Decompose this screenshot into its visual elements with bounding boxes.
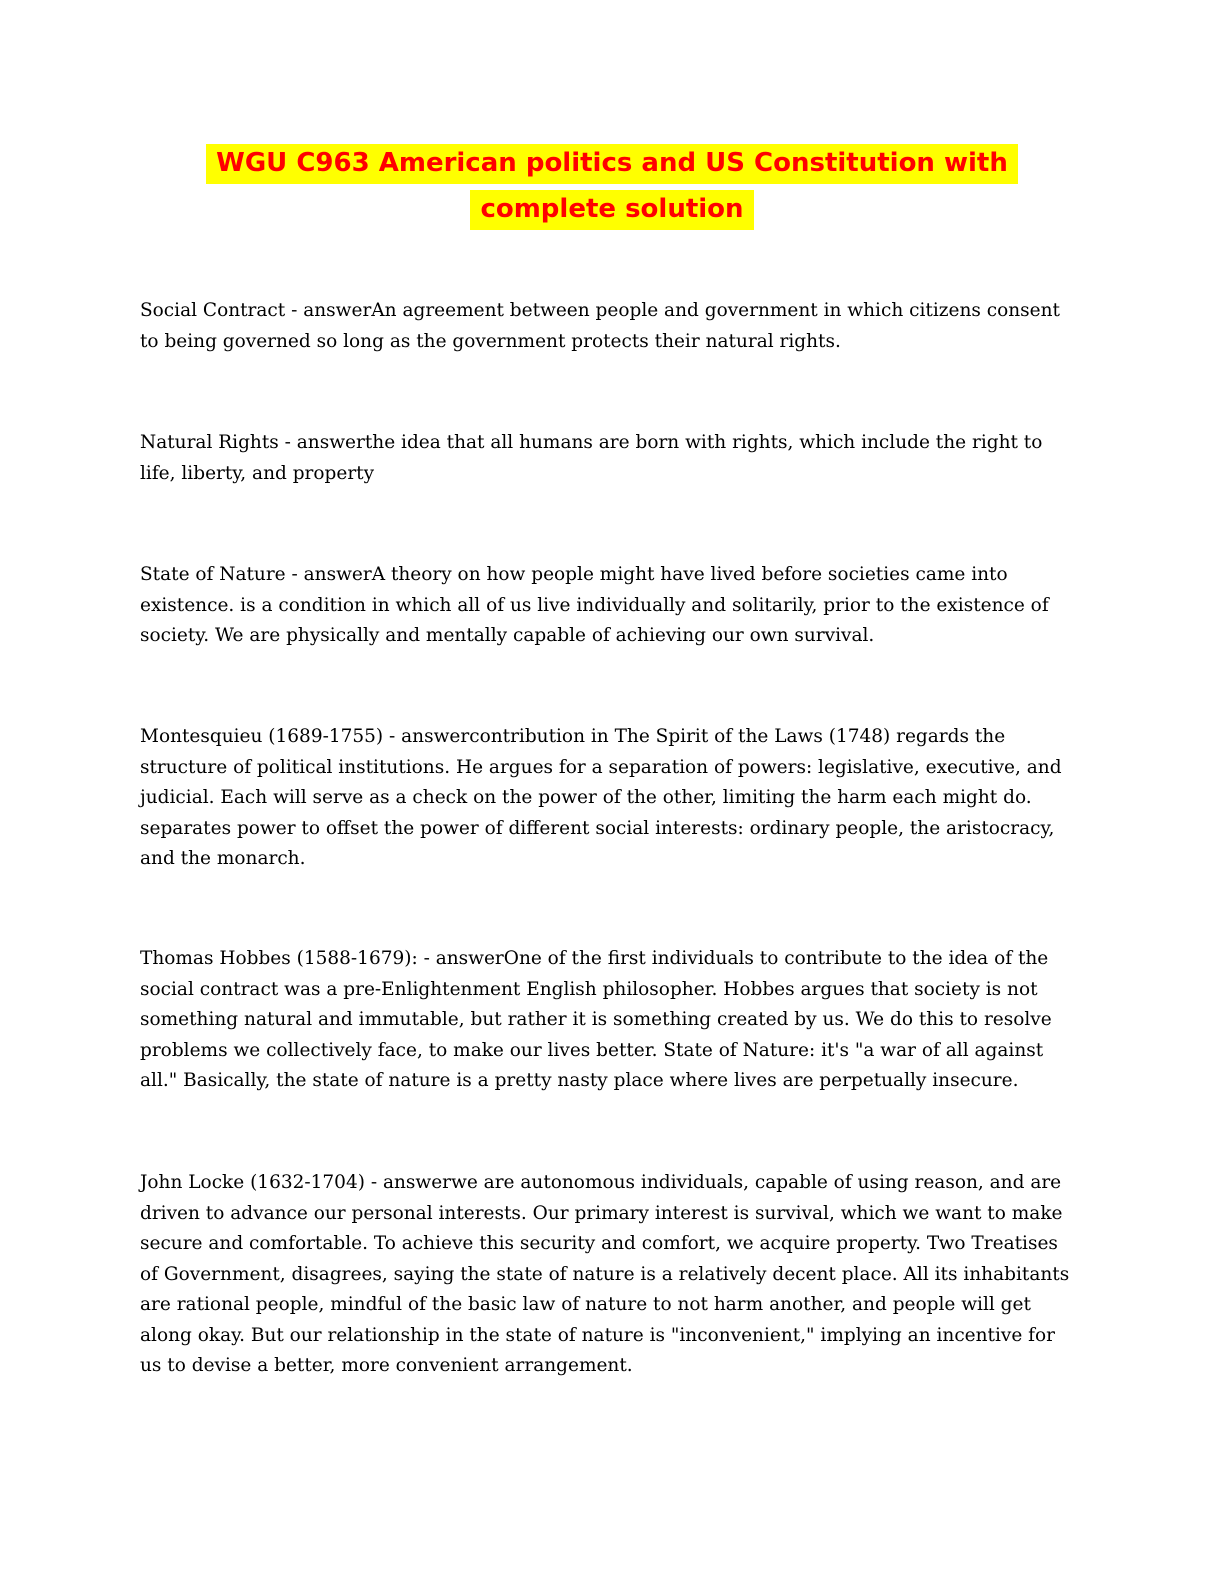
entry-montesquieu: Montesquieu (1689-1755) - answercontribution in The Spirit of the Laws (1748) regards the structure of political institutions. He argues for a separation of powers: legislative, executive, and judicial. Each will serve as a check on the power of the other, limiting the harm each might do. separates power to offset the power of different social interests: ordinary people, the aristocracy, and the monarch. [140, 726, 1062, 869]
title-line-1-container [0, 140, 1224, 186]
entry-john-locke: John Locke (1632-1704) - answerwe are autonomous individuals, capable of using reason, and are driven to advance our personal interests. Our primary interest is survival, which we want to make secure and comfortable. To achieve this security and comfort, we acquire property. Two Treatises of Government, disagrees, saying the state of nature is a relatively decent place. All its inhabitants are rational people, mindful of the basic law of nature to not harm another, and people will get along okay. But our relationship in the state of nature is "inconvenient," implying an incentive for us to devise a better, more convenient arrangement. [140, 1172, 1070, 1376]
title-line-2-container [0, 186, 1224, 232]
title-line-1: WGU C963 American politics and US Constitution with [206, 144, 1018, 184]
document-title [0, 140, 1224, 232]
entry-thomas-hobbes: Thomas Hobbes (1588-1679): - answerOne of the first individuals to contribute to the idea of the social contract was a pre-Enlightenment English philosopher. Hobbes argues that society is not something natural and immutable, but rather it is something created by us. We do this to resolve problems we collectively face, to make our lives better. State of Nature: it's "a war of all against all." Basically, the state of nature is a pretty nasty place where lives are perpetually insecure. [140, 948, 1052, 1091]
entry-state-of-nature: State of Nature - answerA theory on how people might have lived before societies came into existence. is a condition in which all of us live individually and solitarily, prior to the existence of society. We are physically and mentally capable of achieving our own survival. [140, 564, 1049, 646]
title-line-2: complete solution [470, 190, 753, 230]
entry-natural-rights: Natural Rights - answerthe idea that all humans are born with rights, which include the right to life, liberty, and property [140, 432, 1043, 484]
entry-social-contract: Social Contract - answerAn agreement between people and government in which citizens consent to being governed so long as the government protects their natural rights. [140, 300, 1060, 352]
